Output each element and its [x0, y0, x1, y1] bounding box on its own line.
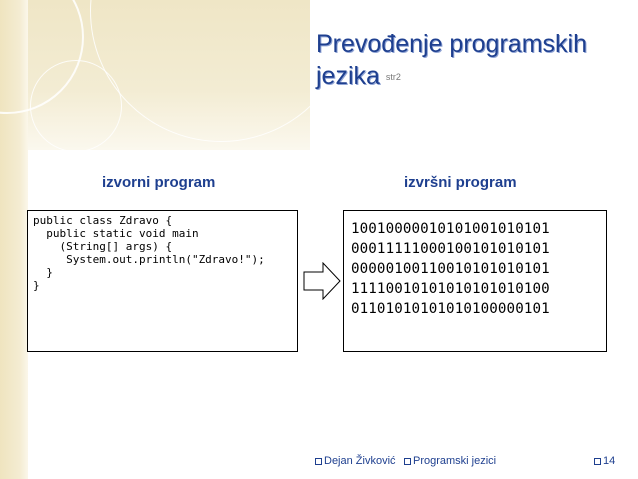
footer-author — [315, 455, 396, 467]
footer-author-text: Dejan Živković — [324, 455, 396, 467]
square-bullet-icon — [315, 458, 322, 465]
slide-title-sub: str2 — [385, 72, 401, 83]
code-line: public static void main — [33, 227, 199, 240]
slide-title-line1: Prevođenje programskih — [316, 30, 587, 58]
footer-course-text: Programski jezici — [413, 455, 497, 467]
binary-line: 01101010101010100000101 — [351, 301, 550, 317]
code-line: } — [33, 266, 53, 279]
code-line: } — [33, 279, 40, 292]
square-bullet-icon — [594, 458, 601, 465]
binary-line: 10010000010101001010101 — [351, 221, 550, 237]
footer-course — [404, 455, 496, 467]
footer-page-number — [594, 455, 615, 467]
binary-line: 11110010101010101010100 — [351, 281, 550, 297]
binary-line: 00011111000100101010101 — [351, 241, 550, 257]
right-arrow-icon — [303, 262, 341, 300]
slide-title — [316, 28, 626, 93]
source-program-label: izvorni program — [102, 174, 216, 191]
code-line: (String[] args) { — [33, 240, 173, 253]
executable-program-label: izvršni program — [404, 174, 517, 191]
code-line: public class Zdravo { — [33, 214, 173, 227]
slide-title-word: jezika — [316, 62, 380, 90]
code-line: System.out.println("Zdravo!"); — [33, 253, 265, 266]
binary-code-box — [343, 210, 607, 352]
binary-line: 00000100110010101010101 — [351, 261, 550, 277]
square-bullet-icon — [404, 458, 411, 465]
source-code-box — [27, 210, 298, 352]
slide-title-line2 — [316, 60, 626, 93]
footer-page-text: 14 — [603, 455, 616, 467]
